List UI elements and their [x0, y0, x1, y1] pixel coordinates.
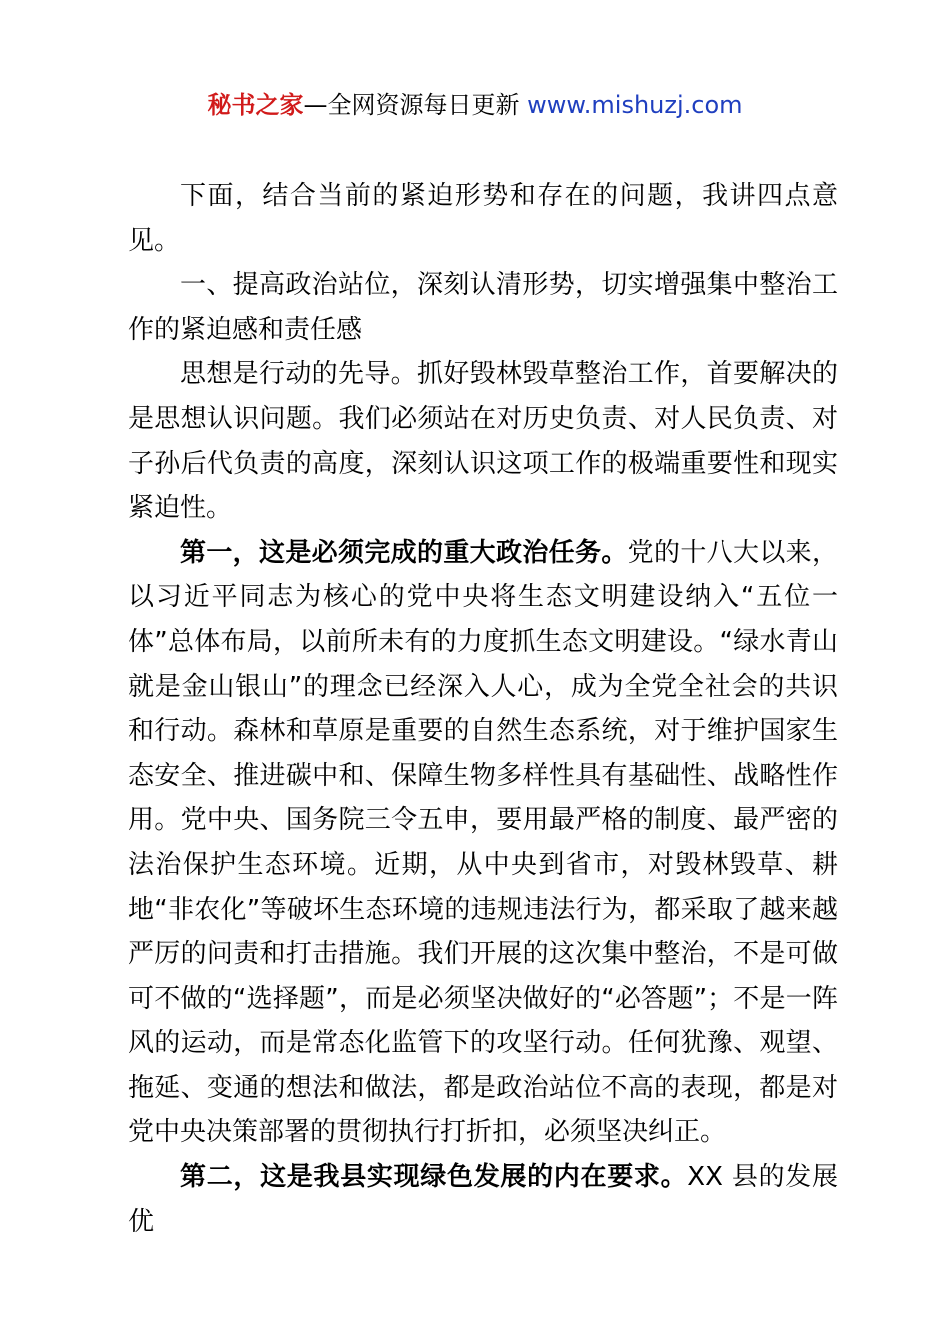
paragraph-lead: 第二，这是我县实现绿色发展的内在要求。 — [180, 1162, 688, 1193]
paragraph-lead: 第一，这是必须完成的重大政治任务。 — [180, 537, 628, 568]
paragraph-intro — [128, 174, 838, 263]
paragraph-text: XX 县的发展优 — [128, 1162, 838, 1237]
brand-name: 秘书之家 — [207, 91, 304, 119]
heading-text: 一、提高政治站位，深刻认清形势，切实增强集中整治工作的紧迫感和责任感 — [128, 270, 838, 345]
header-tagline: —全网资源每日更新 — [303, 91, 520, 119]
section-heading-1 — [128, 263, 838, 352]
paragraph-text: 党的十八大以来，以习近平同志为核心的党中央将生态文明建设纳入“五位一体”总体布局，以前所未有的力度抓生态文明建设。“绿水青山就是金山银山”的理念已经深入人心，成为全党全社会的共识和行动。森林和草原是重要的自然生态系统，对于维护国家生态安全、推进碳中和、保障生物多样性具有基础性、战略性作用。党中央、国务院三令五申，要用最严格的制度、最严密的法治保护生态环境。近期，从中央到省市，对毁林毁草、耕地“非农化”等破坏生态环境的违规违法行为，都采取了越来越严厉的问责和打击措施。我们开展的这次集中整治，不是可做可不做的“选择题”，而是必须坚决做好的“必答题”；不是一阵风的运动，而是常态化监管下的攻坚行动。任何犹豫、观望、拖延、变通的想法和做法，都是政治站位不高的表现，都是对党中央决策部署的贯彻执行打折扣，必须坚决纠正。 — [128, 537, 838, 1148]
site-url-link[interactable]: www.mishuzj.com — [527, 91, 743, 119]
paragraph-text: 思想是行动的先导。抓好毁林毁草整治工作，首要解决的是思想认识问题。我们必须站在对历史负责、对人民负责、对子孙后代负责的高度，深刻认识这项工作的极端重要性和现实紧迫性。 — [128, 359, 838, 524]
paragraph-second-point — [128, 1155, 838, 1244]
paragraph-thinking — [128, 352, 838, 530]
paragraph-first-point — [128, 531, 838, 1155]
document-body — [128, 174, 838, 1244]
paragraph-text: 下面，结合当前的紧迫形势和存在的问题，我讲四点意见。 — [128, 181, 838, 256]
site-header — [0, 88, 950, 122]
